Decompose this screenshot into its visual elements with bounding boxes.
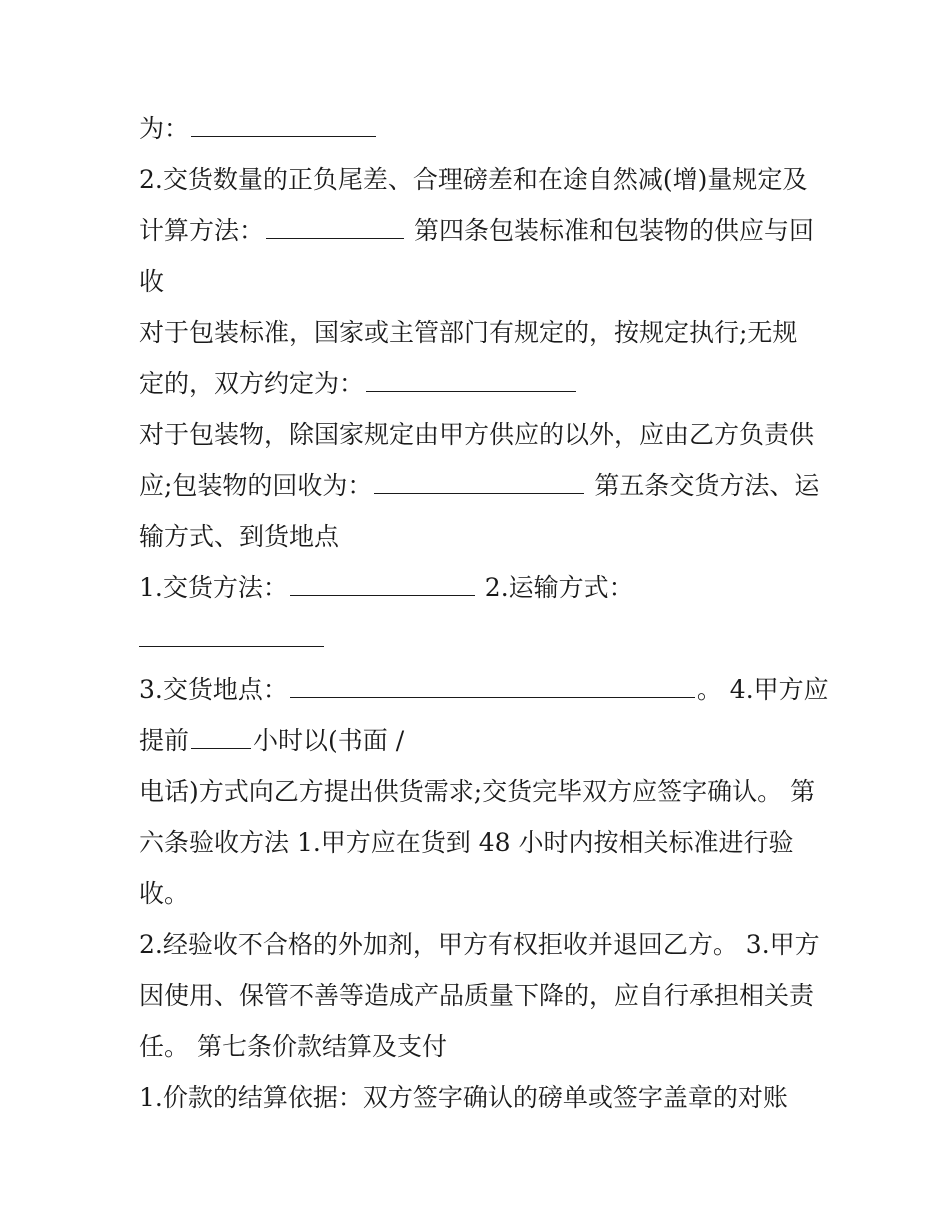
text-segment: 1.价款的结算依据：双方签字确认的磅单或签字盖章的对账 bbox=[139, 1083, 788, 1112]
text-line bbox=[139, 107, 819, 158]
text-segment: 定的，双方约定为： bbox=[139, 369, 365, 398]
fill-in-blank bbox=[139, 622, 324, 647]
text-line bbox=[139, 923, 819, 974]
text-line bbox=[139, 311, 819, 362]
text-line bbox=[139, 260, 819, 311]
text-segment: 收。 bbox=[139, 879, 190, 908]
text-segment: 。 4.甲方应 bbox=[696, 675, 829, 704]
text-line bbox=[139, 1025, 819, 1076]
fill-in-blank bbox=[290, 673, 695, 698]
text-segment: 计算方法： bbox=[139, 216, 265, 245]
text-line bbox=[139, 413, 819, 464]
fill-in-blank bbox=[366, 367, 576, 392]
text-segment: 2.交货数量的正负尾差、合理磅差和在途自然减(增)量规定及 bbox=[139, 165, 808, 194]
text-segment: 为： bbox=[139, 114, 190, 143]
text-line bbox=[139, 617, 819, 668]
text-segment: 对于包装物，除国家规定由甲方供应的以外，应由乙方负责供 bbox=[139, 420, 815, 449]
text-segment: 第五条交货方法、运 bbox=[586, 471, 820, 500]
text-line bbox=[139, 719, 819, 770]
contract-text bbox=[139, 107, 829, 1127]
text-segment: 因使用、保管不善等造成产品质量下降的，应自行承担相关责 bbox=[139, 981, 815, 1010]
text-segment: 第四条包装标准和包装物的供应与回 bbox=[406, 216, 814, 245]
fill-in-blank bbox=[191, 112, 376, 137]
text-line bbox=[139, 209, 819, 260]
text-segment: 提前 bbox=[139, 726, 190, 755]
text-line bbox=[139, 566, 819, 617]
text-line bbox=[139, 821, 819, 872]
text-segment: 3.交货地点： bbox=[139, 675, 288, 704]
text-segment: 2.运输方式： bbox=[476, 573, 634, 602]
text-line bbox=[139, 515, 819, 566]
text-segment: 小时以(书面 / bbox=[253, 726, 405, 755]
text-line bbox=[139, 668, 829, 719]
text-segment: 输方式、到货地点 bbox=[139, 522, 340, 551]
fill-in-blank bbox=[290, 571, 475, 596]
text-line bbox=[139, 362, 819, 413]
text-segment: 2.经验收不合格的外加剂，甲方有权拒收并退回乙方。 3.甲方 bbox=[139, 930, 820, 959]
text-line bbox=[139, 464, 819, 515]
text-segment: 对于包装标准，国家或主管部门有规定的，按规定执行;无规 bbox=[139, 318, 798, 347]
text-segment: 1.交货方法： bbox=[139, 573, 288, 602]
fill-in-blank bbox=[266, 214, 404, 239]
text-line bbox=[139, 872, 819, 923]
text-segment: 六条验收方法 1.甲方应在货到 48 小时内按相关标准进行验 bbox=[139, 828, 794, 857]
text-line bbox=[139, 974, 819, 1025]
text-line bbox=[139, 158, 819, 209]
text-segment: 收 bbox=[139, 267, 165, 296]
text-segment: 电话)方式向乙方提出供货需求;交货完毕双方应签字确认。 第 bbox=[139, 777, 816, 806]
text-segment: 应;包装物的回收为： bbox=[139, 471, 373, 500]
fill-in-blank bbox=[191, 724, 251, 749]
text-segment: 任。 第七条价款结算及支付 bbox=[139, 1032, 447, 1061]
text-line bbox=[139, 770, 819, 821]
fill-in-blank bbox=[374, 469, 584, 494]
text-line bbox=[139, 1076, 819, 1127]
